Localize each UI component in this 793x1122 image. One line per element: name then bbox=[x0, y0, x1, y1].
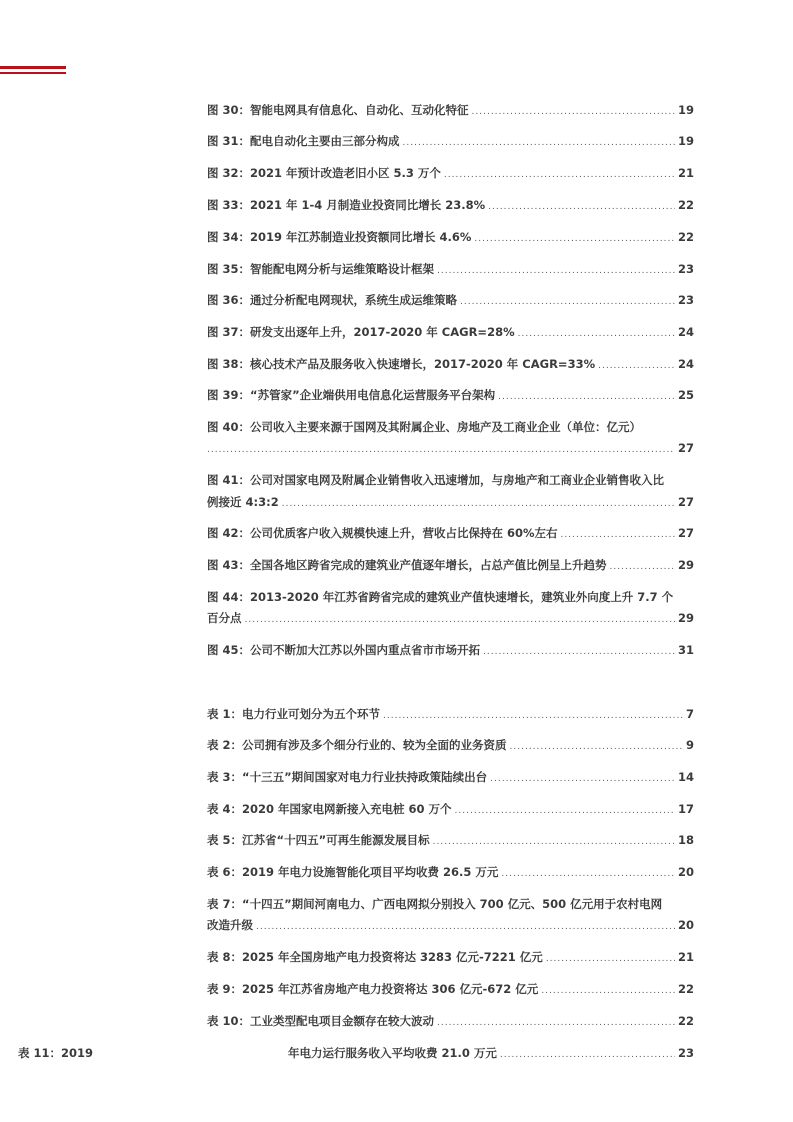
toc-entry-label: 图 45：公司不断加大江苏以外国内重点省市市场开拓 bbox=[207, 643, 481, 657]
toc-figure-33[interactable] bbox=[207, 195, 694, 215]
toc-figure-36[interactable] bbox=[207, 290, 694, 310]
toc-figure-31[interactable] bbox=[207, 131, 694, 151]
toc-page-number: 19 bbox=[677, 103, 694, 117]
toc-table-11[interactable] bbox=[288, 1043, 694, 1063]
toc-leader-dots bbox=[455, 801, 675, 821]
toc-table-11-prefix[interactable]: 表 11：2019 bbox=[18, 1046, 94, 1060]
toc-leader-dots bbox=[510, 737, 683, 757]
toc-leader-dots bbox=[437, 1013, 675, 1033]
toc-entry-label-cont: 例接近 4:3:2 bbox=[207, 495, 279, 509]
toc-page-number: 14 bbox=[677, 770, 694, 784]
toc-page-number: 27 bbox=[677, 526, 694, 540]
toc-table-6[interactable] bbox=[207, 862, 694, 882]
toc-entry-label: 图 33：2021 年 1-4 月制造业投资同比增长 23.8% bbox=[207, 198, 486, 212]
toc-table-9[interactable] bbox=[207, 979, 694, 999]
toc-entry-label: 图 37：研发支出逐年上升，2017-2020 年 CAGR=28% bbox=[207, 325, 515, 339]
toc-entry-label: 图 30：智能电网具有信息化、自动化、互动化特征 bbox=[207, 103, 469, 117]
toc-page-number: 21 bbox=[677, 950, 694, 964]
toc-table-7-line2[interactable] bbox=[207, 915, 694, 935]
toc-entry-label: 表 4：2020 年国家电网新接入充电桩 60 万个 bbox=[207, 802, 452, 816]
toc-page-number: 22 bbox=[677, 230, 694, 244]
toc-leader-dots bbox=[460, 292, 675, 312]
toc-entry-label: 表 9：2025 年江苏省房地产电力投资将达 306 亿元-672 亿元 bbox=[207, 982, 539, 996]
toc-table-8[interactable] bbox=[207, 947, 694, 967]
toc-figure-44-line2[interactable] bbox=[207, 608, 694, 628]
toc-figure-30[interactable] bbox=[207, 100, 694, 120]
toc-leader-dots bbox=[541, 981, 675, 1001]
toc-leader-dots bbox=[437, 261, 675, 281]
toc-figure-40-line1[interactable] bbox=[207, 417, 737, 437]
toc-leader-dots bbox=[500, 1045, 675, 1065]
toc-leader-dots bbox=[474, 229, 675, 249]
toc-figure-39[interactable] bbox=[207, 385, 694, 405]
toc-table-4[interactable] bbox=[207, 799, 694, 819]
toc-figure-32[interactable] bbox=[207, 163, 694, 183]
toc-page-number: 23 bbox=[677, 1046, 694, 1060]
toc-page-number: 20 bbox=[677, 918, 694, 932]
toc-entry-label: 图 40：公司收入主要来源于国网及其附属企业、房地产及工商业企业（单位：亿元） bbox=[207, 420, 642, 434]
toc-entry-label: 图 36：通过分析配电网现状，系统生成运维策略 bbox=[207, 293, 458, 307]
header-rule-thick bbox=[0, 66, 66, 69]
toc-leader-dots bbox=[498, 387, 675, 407]
toc-leader-dots bbox=[245, 610, 675, 630]
toc-page-number: 17 bbox=[677, 802, 694, 816]
toc-page-number: 9 bbox=[685, 738, 694, 752]
toc-figure-38[interactable] bbox=[207, 354, 694, 374]
toc-entry-label: 表 10：工业类型配电项目金额存在较大波动 bbox=[207, 1014, 435, 1028]
toc-page-number: 22 bbox=[677, 982, 694, 996]
toc-leader-dots bbox=[610, 557, 675, 577]
toc-entry-label: 年电力运行服务收入平均收费 21.0 万元 bbox=[288, 1046, 497, 1060]
toc-leader-dots bbox=[207, 440, 675, 460]
toc-entry-label: 图 42：公司优质客户收入规模快速上升，营收占比保持在 60%左右 bbox=[207, 526, 558, 540]
toc-leader-dots bbox=[561, 525, 675, 545]
toc-entry-label: 表 5：江苏省“十四五”可再生能源发展目标 bbox=[207, 833, 430, 847]
toc-entry-label: 图 44：2013-2020 年江苏省跨省完成的建筑业产值快速增长，建筑业外向度上升 7.7 个 bbox=[207, 590, 674, 604]
toc-table-10[interactable] bbox=[207, 1011, 694, 1031]
toc-leader-dots bbox=[488, 197, 675, 217]
toc-leader-dots bbox=[518, 324, 675, 344]
toc-entry-label: 图 31：配电自动化主要由三部分构成 bbox=[207, 134, 400, 148]
toc-leader-dots bbox=[433, 832, 675, 852]
toc-entry-label: 图 39：“苏管家”企业端供用电信息化运营服务平台架构 bbox=[207, 388, 496, 402]
toc-leader-dots bbox=[282, 494, 675, 514]
toc-figure-41-line1[interactable] bbox=[207, 470, 737, 490]
toc-page-number: 27 bbox=[677, 441, 694, 455]
toc-entry-label: 图 34：2019 年江苏制造业投资额同比增长 4.6% bbox=[207, 230, 472, 244]
toc-leader-dots bbox=[403, 133, 675, 153]
toc-figure-40-line2[interactable] bbox=[207, 438, 694, 458]
header-rule-thin bbox=[0, 72, 66, 74]
toc-leader-dots bbox=[472, 102, 675, 122]
toc-page-number: 25 bbox=[677, 388, 694, 402]
toc-figure-37[interactable] bbox=[207, 322, 694, 342]
toc-leader-dots bbox=[444, 165, 675, 185]
toc-page-number: 19 bbox=[677, 134, 694, 148]
toc-figure-42[interactable] bbox=[207, 523, 694, 543]
toc-page-number: 23 bbox=[677, 293, 694, 307]
toc-page-number: 29 bbox=[677, 558, 694, 572]
toc-page-number: 24 bbox=[677, 325, 694, 339]
toc-page-number: 22 bbox=[677, 1014, 694, 1028]
toc-page-number: 24 bbox=[677, 357, 694, 371]
toc-entry-label: 表 1：电力行业可划分为五个环节 bbox=[207, 707, 381, 721]
toc-entry-label: 图 32：2021 年预计改造老旧小区 5.3 万个 bbox=[207, 166, 441, 180]
toc-table-1[interactable] bbox=[207, 704, 694, 724]
toc-entry-label: 表 6：2019 年电力设施智能化项目平均收费 26.5 万元 bbox=[207, 865, 499, 879]
toc-figure-44-line1[interactable] bbox=[207, 587, 737, 607]
toc-entry-label: 图 35：智能配电网分析与运维策略设计框架 bbox=[207, 262, 435, 276]
toc-table-3[interactable] bbox=[207, 767, 694, 787]
toc-leader-dots bbox=[383, 706, 683, 726]
toc-figure-41-line2[interactable] bbox=[207, 492, 694, 512]
toc-page-number: 20 bbox=[677, 865, 694, 879]
toc-leader-dots bbox=[501, 864, 675, 884]
toc-leader-dots bbox=[546, 949, 675, 969]
toc-page-number: 27 bbox=[677, 495, 694, 509]
toc-leader-dots bbox=[490, 769, 675, 789]
toc-page-number: 31 bbox=[677, 643, 694, 657]
toc-page-number: 22 bbox=[677, 198, 694, 212]
toc-entry-label: 表 2：公司拥有涉及多个细分行业的、较为全面的业务资质 bbox=[207, 738, 507, 752]
toc-table-2[interactable] bbox=[207, 735, 694, 755]
toc-entry-label-cont: 百分点 bbox=[207, 611, 242, 625]
toc-entry-label: 图 38：核心技术产品及服务收入快速增长，2017-2020 年 CAGR=33% bbox=[207, 357, 596, 371]
toc-table-5[interactable] bbox=[207, 830, 694, 850]
toc-leader-dots bbox=[483, 642, 675, 662]
toc-page-number: 23 bbox=[677, 262, 694, 276]
toc-entry-label: 表 8：2025 年全国房地产电力投资将达 3283 亿元-7221 亿元 bbox=[207, 950, 543, 964]
toc-entry-label: 表 3：“十三五”期间国家对电力行业扶持政策陆续出台 bbox=[207, 770, 488, 784]
toc-page-number: 18 bbox=[677, 833, 694, 847]
toc-leader-dots bbox=[256, 917, 675, 937]
toc-page-number: 7 bbox=[685, 707, 694, 721]
toc-entry-label: 图 41：公司对国家电网及附属企业销售收入迅速增加，与房地产和工商业企业销售收入比 bbox=[207, 473, 665, 487]
toc-entry-label: 表 7：“十四五”期间河南电力、广西电网拟分别投入 700 亿元、500 亿元用于农村电网 bbox=[207, 897, 663, 911]
toc-page-number: 29 bbox=[677, 611, 694, 625]
toc-page-number: 21 bbox=[677, 166, 694, 180]
toc-figure-45[interactable] bbox=[207, 640, 694, 660]
toc-table-7-line1[interactable] bbox=[207, 894, 737, 914]
toc-figure-35[interactable] bbox=[207, 259, 694, 279]
toc-entry-label-cont: 改造升级 bbox=[207, 918, 253, 932]
toc-figure-43[interactable] bbox=[207, 555, 694, 575]
toc-leader-dots bbox=[598, 356, 675, 376]
toc-figure-34[interactable] bbox=[207, 227, 694, 247]
toc-entry-label: 图 43：全国各地区跨省完成的建筑业产值逐年增长，占总产值比例呈上升趋势 bbox=[207, 558, 607, 572]
